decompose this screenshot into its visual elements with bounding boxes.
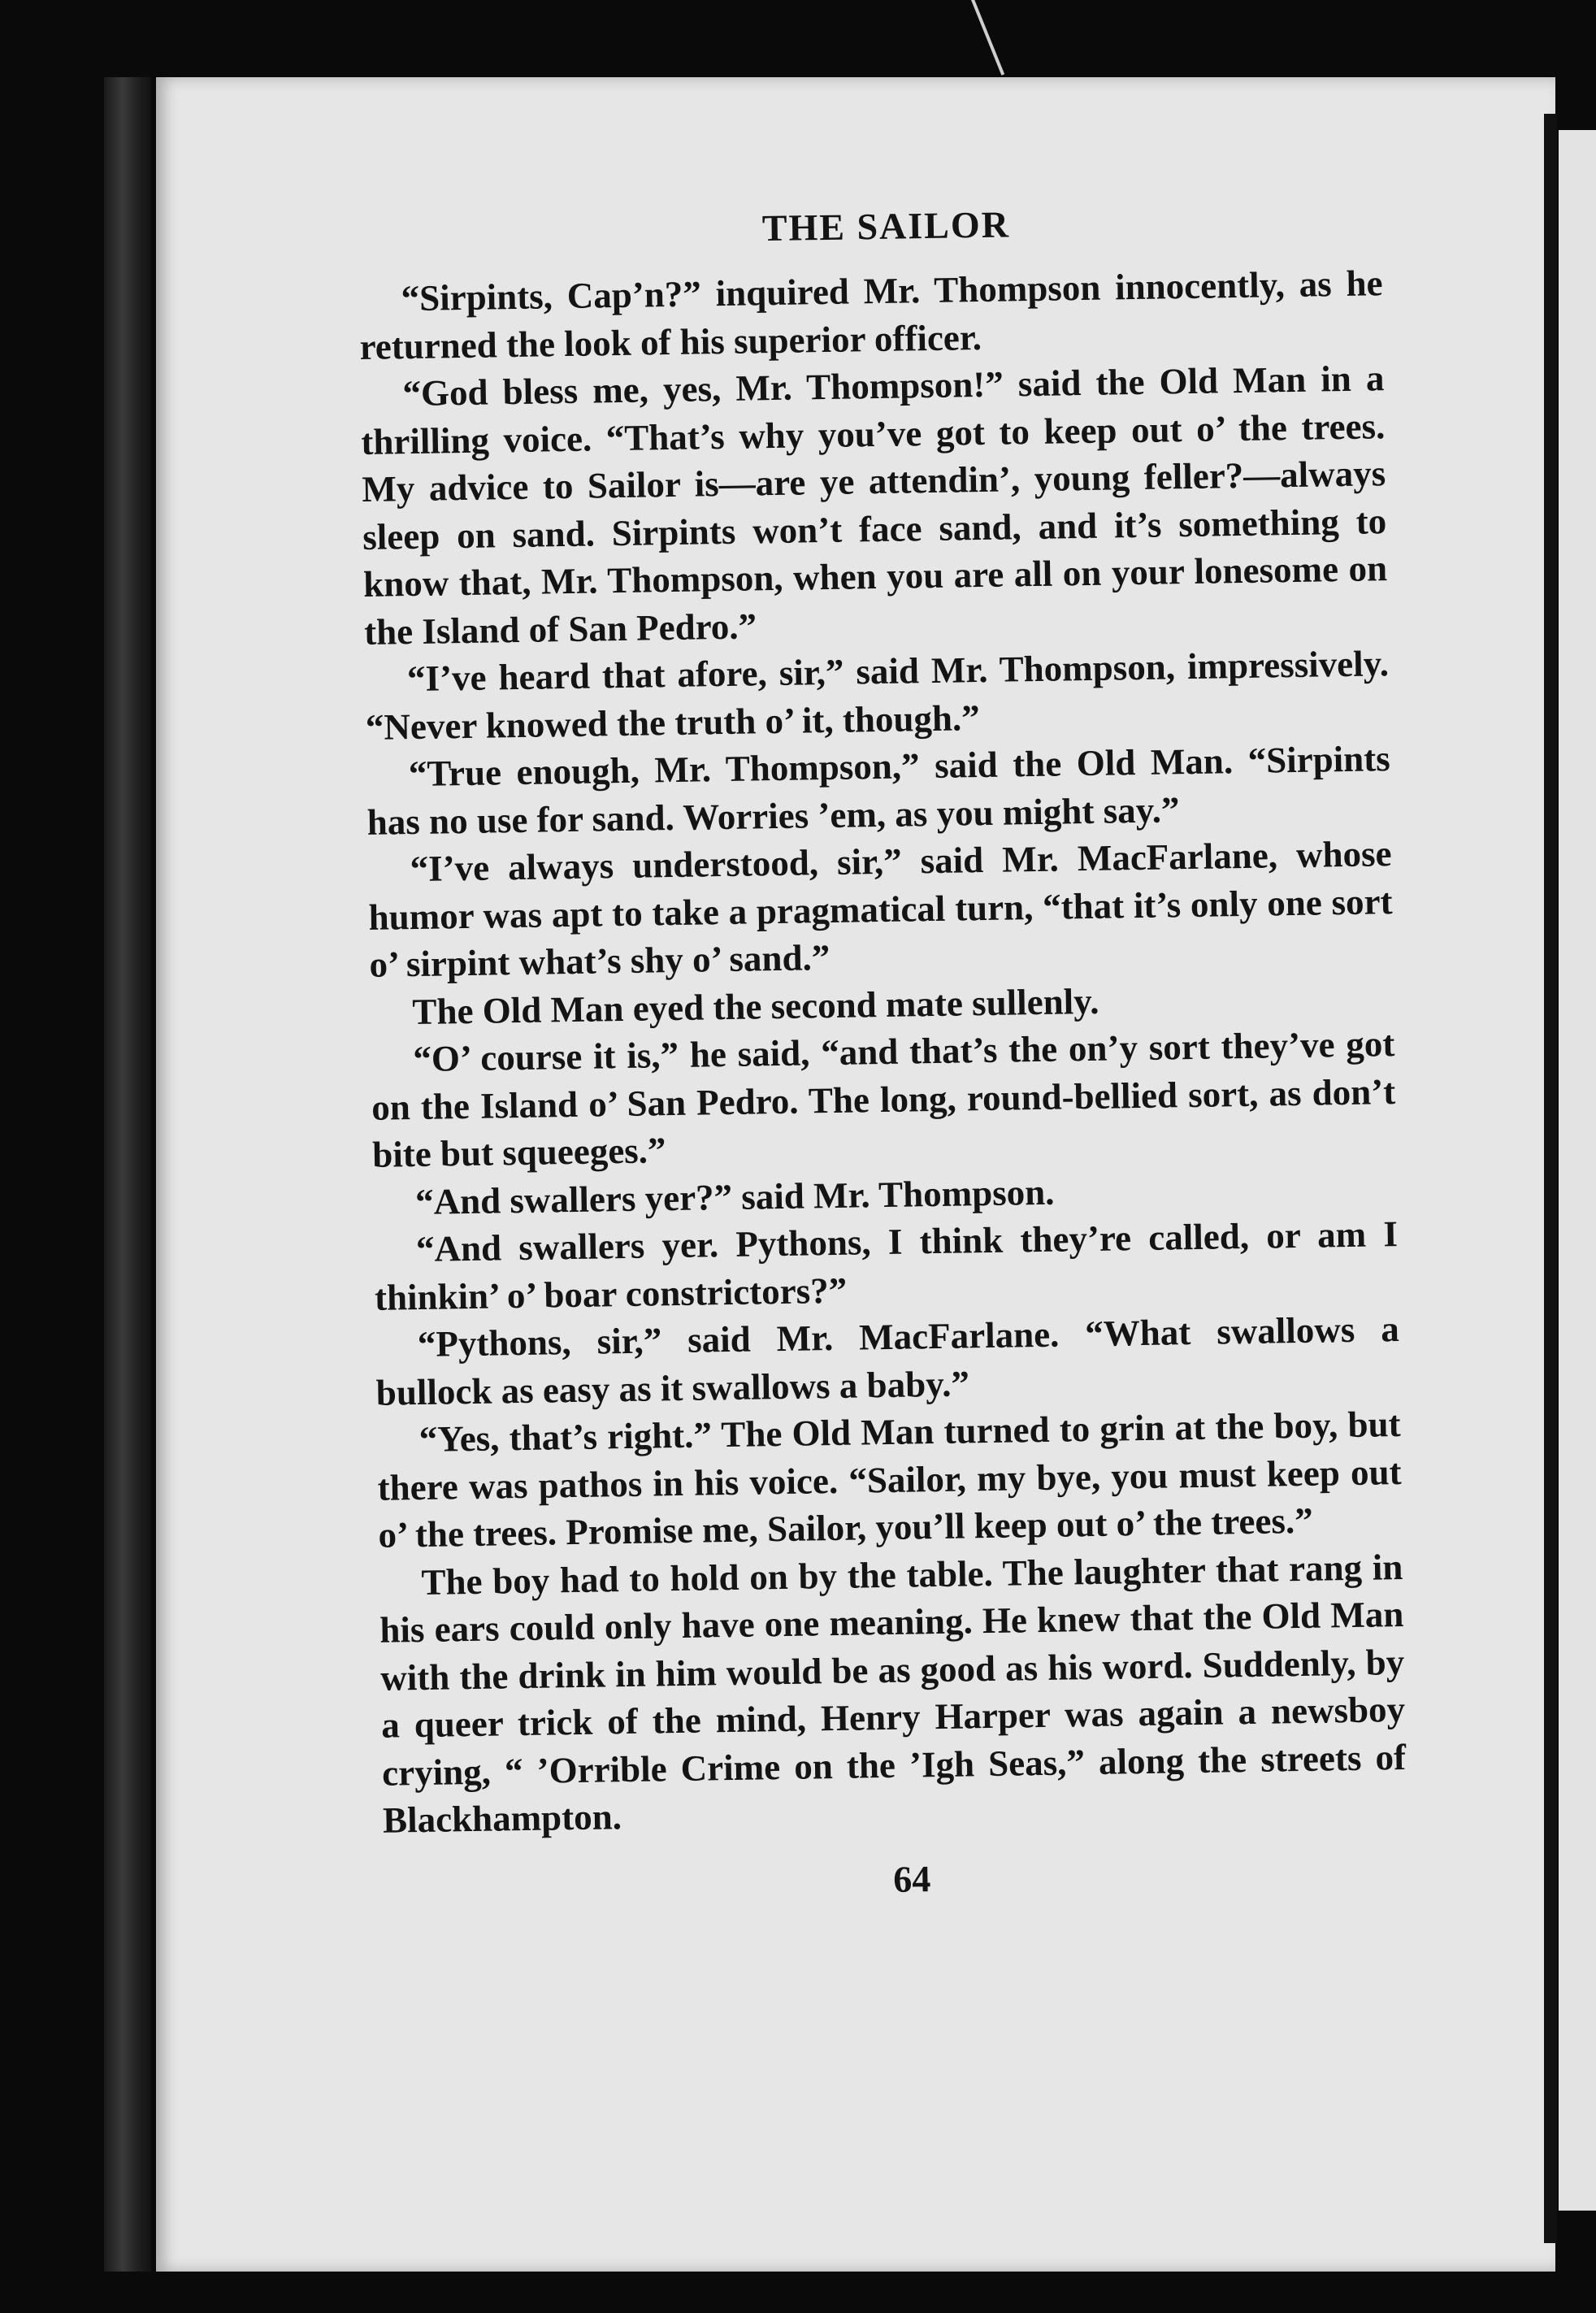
paragraph: “I’ve always understood, sir,” said Mr. MacFarlane, whose humor was apt to take a pragmatical turn, “that it’s only one sort o’ sirpint what’s shy o’ sand.” [368, 833, 1393, 985]
paragraph: “True enough, Mr. Thompson,” said the Old Man. “Sirpints has no use for sand. Worries ’em, as you might say.” [366, 738, 1391, 843]
paragraph: “I’ve heard that afore, sir,” said Mr. Thompson, impressively. “Never knowed the truth o’ it, though.” [365, 643, 1390, 748]
page-text-block [358, 197, 1408, 1908]
paragraph: “And swallers yer?” said Mr. Thompson. [414, 1171, 1055, 1222]
paragraph: “Sirpints, Cap’n?” inquired Mr. Thompson innocently, as he returned the look of his superior officer. [359, 263, 1383, 367]
book-binding-edge [104, 77, 151, 2272]
paragraph: “God bless me, yes, Mr. Thompson!” said the Old Man in a thrilling voice. “That’s why you’ve got to keep out o’ the trees. My advice to Sailor is—are ye attendin’, young feller?—always sleep on sand. Sirpints won’t face sand, and it’s something to know that, Mr. Thompson, when you are all on your lonesome on the Island of San Pedro.” [361, 358, 1388, 653]
paragraph: “And swallers yer. Pythons, I think they’re called, or am I thinkin’ o’ boar constrictors?” [374, 1213, 1399, 1318]
page-gutter-shadow [1544, 114, 1557, 2243]
paragraph: “Pythons, sir,” said Mr. MacFarlane. “What swallows a bullock as easy as it swallows a baby.” [375, 1308, 1400, 1413]
paragraph: “Yes, that’s right.” The Old Man turned to grin at the boy, but there was pathos in his voice. “Sailor, my bye, you must keep out o’ the trees. Promise me, Sailor, you’ll keep out o’ the trees.” [377, 1404, 1402, 1556]
paragraph: The boy had to hold on by the table. The laughter that rang in his ears could only have one meaning. He knew that the Old Man with the drink in him would be as good as his word. Suddenly, by a queer trick of the mind, Henry Harper was again a newsboy crying, “ ’Orrible Crime on the ’Igh Seas,” along the streets of Blackhampton. [379, 1546, 1407, 1841]
paragraph: “O’ course it is,” he said, “and that’s the on’y sort they’ve got on the Island o’ San Pedro. The long, round-bellied sort, as don’t bite but squeeges.” [371, 1023, 1396, 1175]
scan-scratch-mark [971, 0, 1004, 76]
paragraph: The Old Man eyed the second mate sullenly. [412, 980, 1099, 1032]
running-head: THE SAILOR [761, 203, 1011, 250]
facing-page-edge [1559, 130, 1596, 2211]
page-number: 64 [892, 1857, 931, 1900]
